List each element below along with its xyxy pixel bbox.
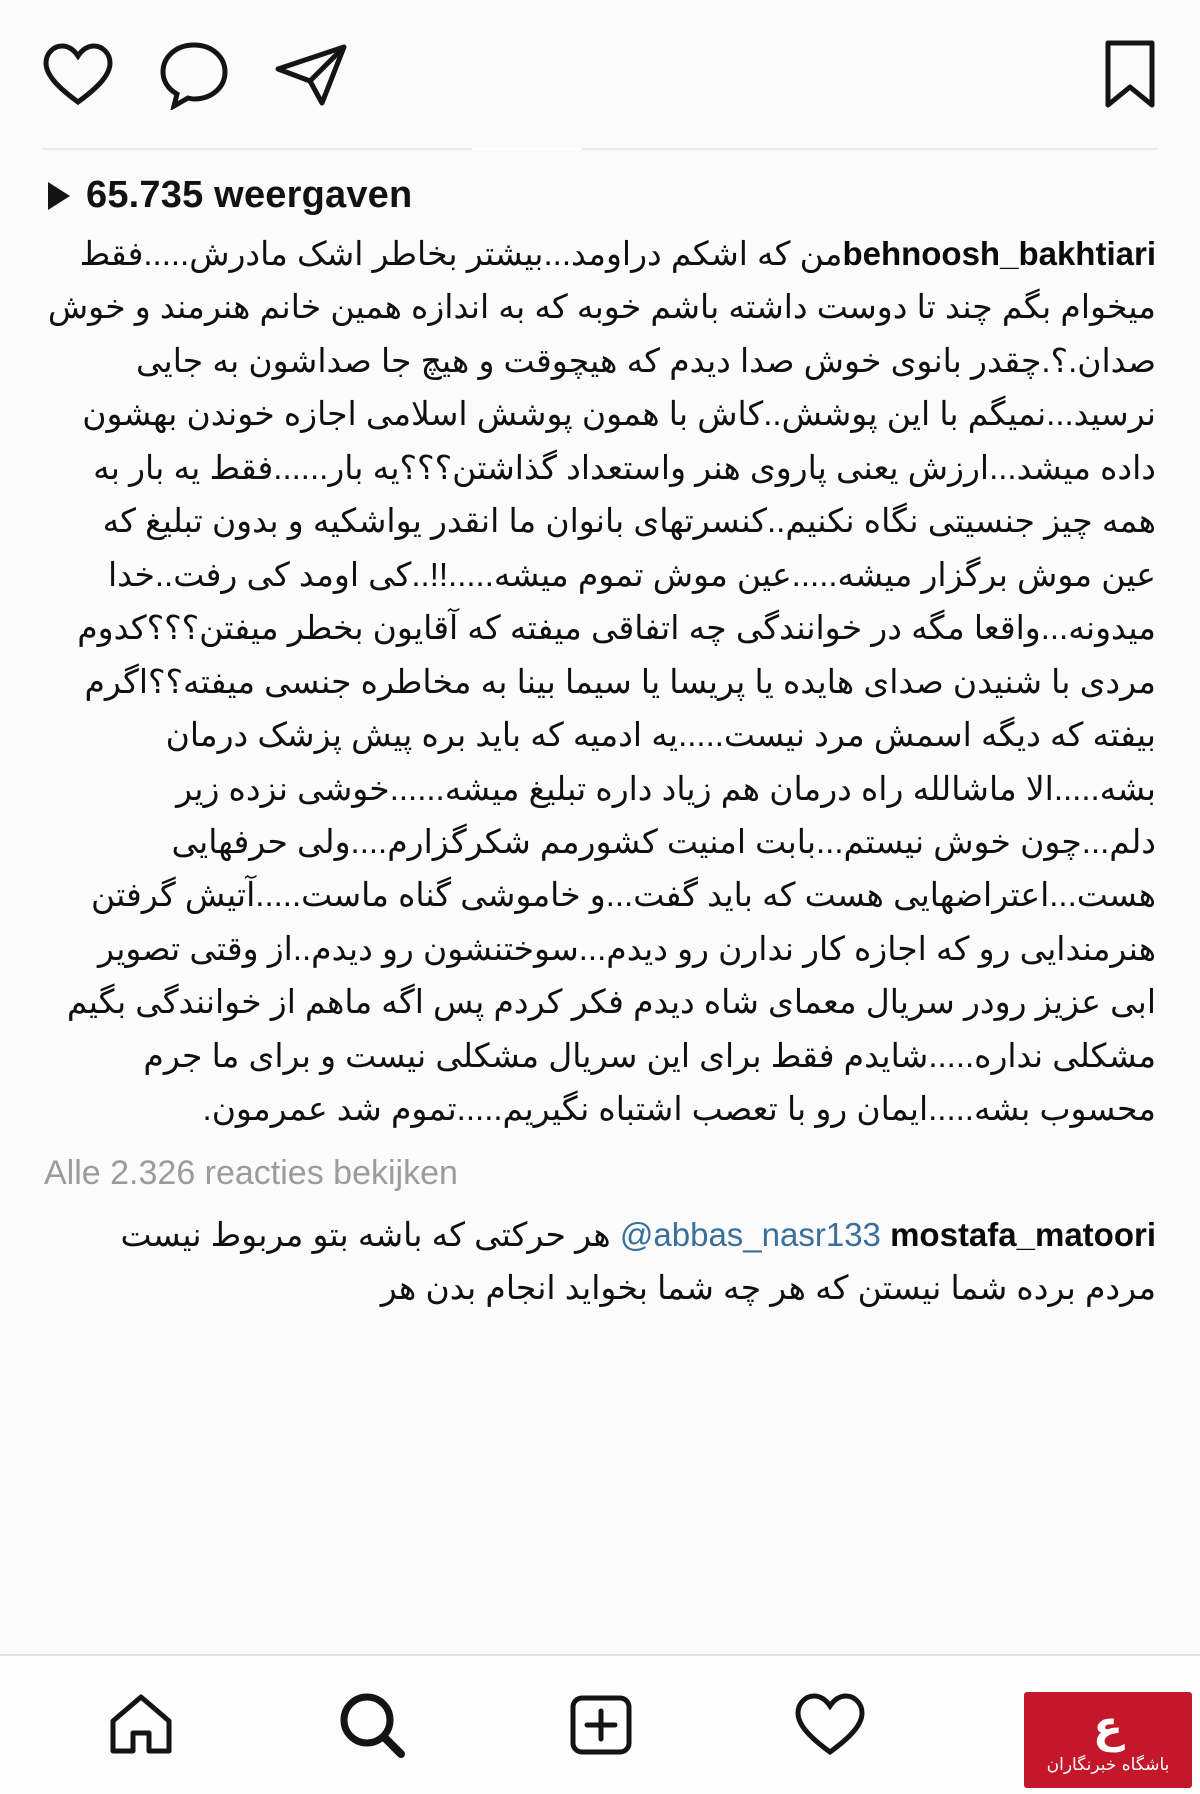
caption-author[interactable]: behnoosh_bakhtiari [842, 235, 1156, 272]
comment-author[interactable]: mostafa_matoori [890, 1215, 1156, 1253]
views-count: 65.735 weergaven [86, 174, 413, 216]
post-caption [44, 227, 1156, 1136]
post-action-bar [0, 0, 1200, 150]
comment-item [44, 1209, 1156, 1315]
comment-bubble-icon[interactable] [158, 40, 230, 110]
post-content [0, 150, 1200, 1654]
home-icon[interactable] [105, 1691, 177, 1759]
play-triangle-icon [48, 182, 70, 210]
watermark-logo: ع [1092, 1701, 1124, 1753]
bottom-tab-bar [0, 1654, 1200, 1794]
paper-plane-icon[interactable] [274, 41, 348, 109]
activity-heart-icon[interactable] [794, 1691, 866, 1759]
add-post-icon[interactable] [566, 1691, 636, 1759]
action-bar-right-group [1102, 39, 1158, 111]
views-row [44, 174, 1156, 217]
comment-mention[interactable]: @abbas_nasr133 [619, 1215, 881, 1253]
action-bar-left-group [42, 40, 348, 110]
caption-text: من که اشکم دراومد...بیشتر بخاطر اشک مادرش.....فقط میخوام بگم چند تا دوست داشته باشم خوبه که به اندازه همین خانم هنرمند و خوش صدان.؟.چقدر بانوی خوش صدا دیدم که هیچوقت و هیچ جا صداشون به جایی نرسید...نمیگم با این پوشش..کاش با همون پوشش اسلامی اجازه خوندن بهشون داده میشد...ارزش یعنی پاروی هنر واستعداد گذاشتن؟؟؟یه بار......فقط یه بار به همه چیز جنسیتی نگاه نکنیم..کنسرتهای بانوان ما انقدر یواشکیه و بدون تبلیغ که عین موش برگزار میشه.....عین موش تموم میشه.....!!..کی اومد کی رفت..خدا میدونه...واقعا مگه در خوانندگی چه اتفاقی میفته که آقایون بخطر میفتن؟؟؟کدوم مردی با شنیدن صدای هایده یا پریسا یا سیما بینا به مخاطره جنسی میفته؟؟اگرم بیفته که دیگه اسمش مرد نیست.....یه ادمیه که باید بره پیش پزشک درمان بشه.....الا ماشالله راه درمان هم زیاد داره تبلیغ میشه......خوشی نزده زیر دلم...چون خوش نیستم...بابت امنیت کشورمم شکرگزارم....ولی حرفهایی هست...اعتراضهایی هست که باید گفت...و خاموشی گناه ماست.....آتیش گرفتن هنرمندایی رو که اجازه کار ندارن رو دیدم...سوختنشون رو دیدم..از وقتی تصویر ابی عزیز رودر سریال معمای شاه دیدم فکر کردم پس اگه ماهم از خوانندگی بگیم مشکلی نداره.....شایدم فقط برای این سریال مشکلی نیست و برای ما جرم محسوب بشه.....ایمان رو با تعصب اشتباه نگیریم.....تموم شد عمرمون. [47, 235, 1156, 1128]
comment-text: هر حرکتی که باشه بتو مربوط نیست مردم برده شما نیستن که هر چه شما بخواید انجام بدن هر [120, 1215, 1156, 1306]
bookmark-icon[interactable] [1102, 39, 1158, 111]
action-bar-divider [42, 148, 1158, 150]
search-icon[interactable] [336, 1689, 408, 1761]
news-agency-watermark [1024, 1692, 1192, 1788]
heart-icon[interactable] [42, 41, 114, 109]
watermark-text: باشگاه خبرنگاران [1046, 1754, 1170, 1775]
view-all-comments-link[interactable]: Alle 2.326 reacties bekijken [44, 1153, 458, 1192]
